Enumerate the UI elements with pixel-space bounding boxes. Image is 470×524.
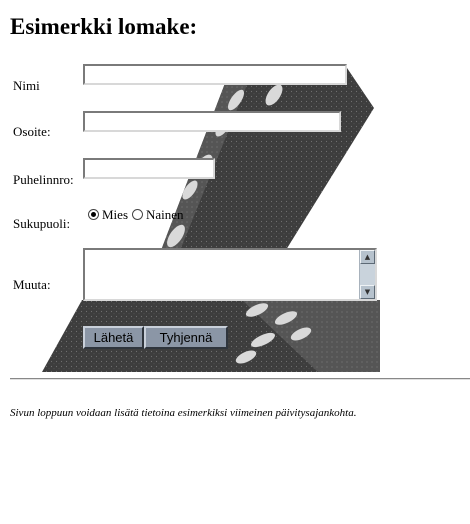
gender-radio-female[interactable] [132, 209, 143, 220]
gender-option-male-label[interactable]: Mies [102, 207, 128, 222]
name-input[interactable] [83, 64, 347, 85]
reset-button[interactable]: Tyhjennä [144, 326, 228, 349]
textarea-scrollbar[interactable] [359, 250, 375, 299]
gender-label: Sukupuoli: [13, 216, 71, 231]
phone-input[interactable] [83, 158, 215, 179]
gender-radio-group [88, 207, 188, 223]
name-label: Nimi [13, 78, 40, 93]
address-label: Osoite: [13, 124, 51, 139]
gender-radio-male[interactable] [88, 209, 99, 220]
gender-option-female-label[interactable]: Nainen [146, 207, 184, 222]
horizontal-divider [10, 378, 470, 380]
phone-label: Puhelinnro: [13, 172, 74, 187]
address-input[interactable] [83, 111, 341, 132]
other-textarea[interactable] [85, 250, 359, 299]
other-textarea-box [83, 248, 377, 301]
other-label: Muuta: [13, 277, 51, 292]
scroll-up-arrow-icon[interactable]: ▲ [360, 250, 375, 264]
scroll-down-arrow-icon[interactable]: ▼ [360, 285, 375, 299]
page-title: Esimerkki lomake: [10, 14, 198, 39]
footer-note: Sivun loppuun voidaan lisätä tietoina esimerkiksi viimeinen päivitysajankohta. [10, 407, 357, 419]
submit-button[interactable]: Lähetä [83, 326, 144, 349]
